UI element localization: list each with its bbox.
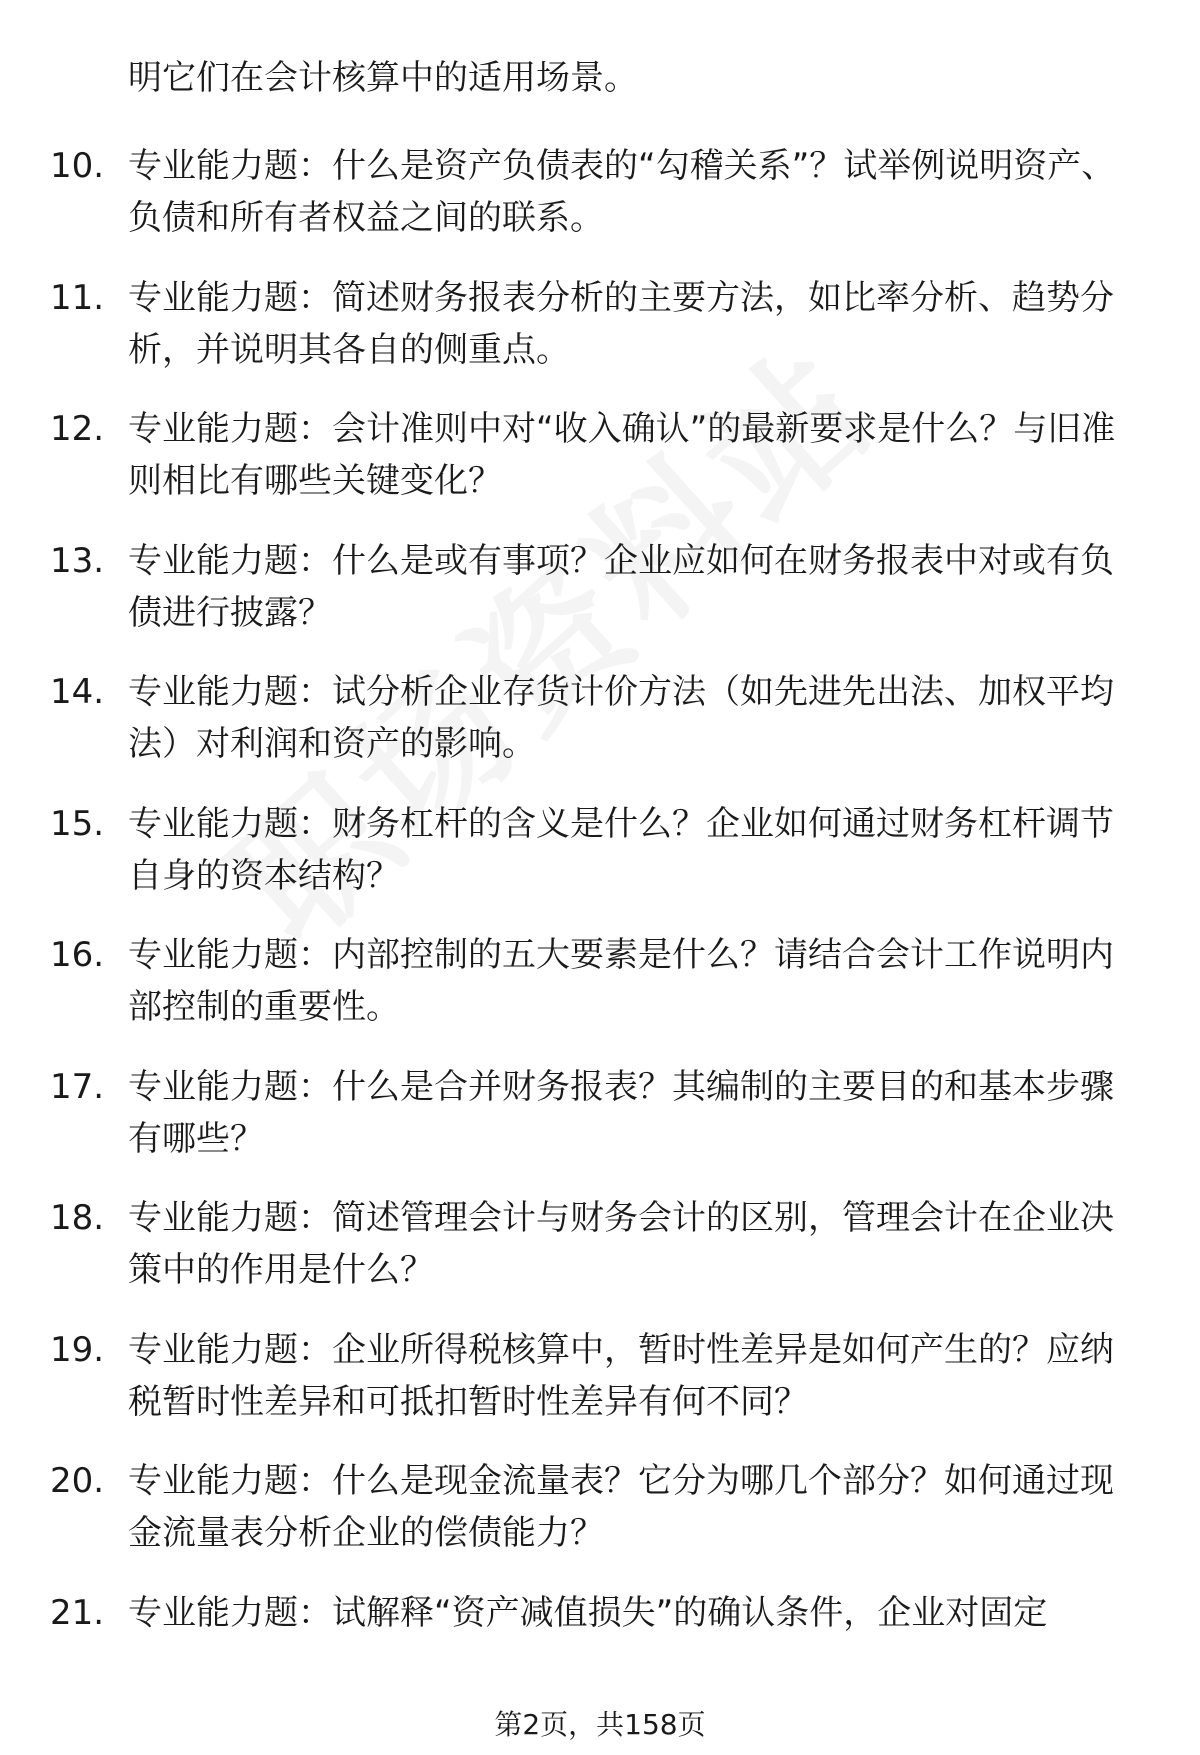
item-text: 专业能力题：试解释“资产减值损失”的确认条件，企业对固定 — [128, 1592, 1048, 1633]
item-number: 16. — [50, 935, 105, 975]
item-number: 13. — [50, 540, 105, 581]
item-number: 17. — [50, 1066, 105, 1107]
item-text: 专业能力题：财务杠杆的含义是什么？企业如何通过财务杠杆调节自身的资本结构？ — [128, 803, 1114, 896]
list-item — [0, 1192, 1200, 1324]
item-text: 专业能力题：简述财务报表分析的主要方法，如比率分析、趋势分析，并说明其各自的侧重点。 — [128, 277, 1114, 370]
item-number: 18. — [50, 1198, 105, 1238]
item-number: 21. — [50, 1592, 105, 1633]
item-text: 专业能力题：什么是现金流量表？它分为哪几个部分？如何通过现金流量表分析企业的偿债能力？ — [128, 1461, 1114, 1553]
list-item — [0, 798, 1200, 930]
item-text: 专业能力题：什么是资产负债表的“勾稽关系”？试举例说明资产、负债和所有者权益之间的联系。 — [128, 146, 1116, 238]
item-text: 专业能力题：什么是或有事项？企业应如何在财务报表中对或有负债进行披露？ — [128, 540, 1114, 633]
item-text: 专业能力题：会计准则中对“收入确认”的最新要求是什么？与旧准则相比有哪些关键变化？ — [128, 409, 1116, 501]
item-text: 专业能力题：企业所得税核算中，暂时性差异是如何产生的？应纳税暂时性差异和可抵扣暂时性差异有何不同？ — [128, 1329, 1114, 1422]
list-item — [0, 1587, 1200, 1719]
item-number: 15. — [50, 803, 105, 844]
list-item — [0, 929, 1200, 1061]
item-number: 14. — [50, 672, 105, 712]
item-text: 专业能力题：内部控制的五大要素是什么？请结合会计工作说明内部控制的重要性。 — [128, 935, 1114, 1027]
list-item — [0, 535, 1200, 667]
item-number: 20. — [50, 1461, 105, 1501]
continued-text: 明它们在会计核算中的适用场景。 — [128, 58, 638, 98]
question-list — [0, 140, 1200, 1718]
item-number: 12. — [50, 409, 105, 449]
list-item — [0, 1455, 1200, 1587]
list-item — [0, 1324, 1200, 1456]
item-text: 专业能力题：什么是合并财务报表？其编制的主要目的和基本步骤有哪些？ — [128, 1066, 1114, 1159]
page-number-footer: 第2页，共158页 — [494, 1708, 706, 1741]
list-item — [0, 1061, 1200, 1193]
list-item — [0, 140, 1200, 272]
item-number: 11. — [50, 277, 105, 318]
list-item — [0, 666, 1200, 798]
item-text: 专业能力题：试分析企业存货计价方法（如先进先出法、加权平均法）对利润和资产的影响。 — [128, 672, 1114, 764]
list-item — [0, 403, 1200, 535]
item-text: 专业能力题：简述管理会计与财务会计的区别，管理会计在企业决策中的作用是什么？ — [128, 1198, 1114, 1290]
item-number: 19. — [50, 1329, 105, 1370]
item-number: 10. — [50, 146, 105, 186]
list-item — [0, 272, 1200, 404]
